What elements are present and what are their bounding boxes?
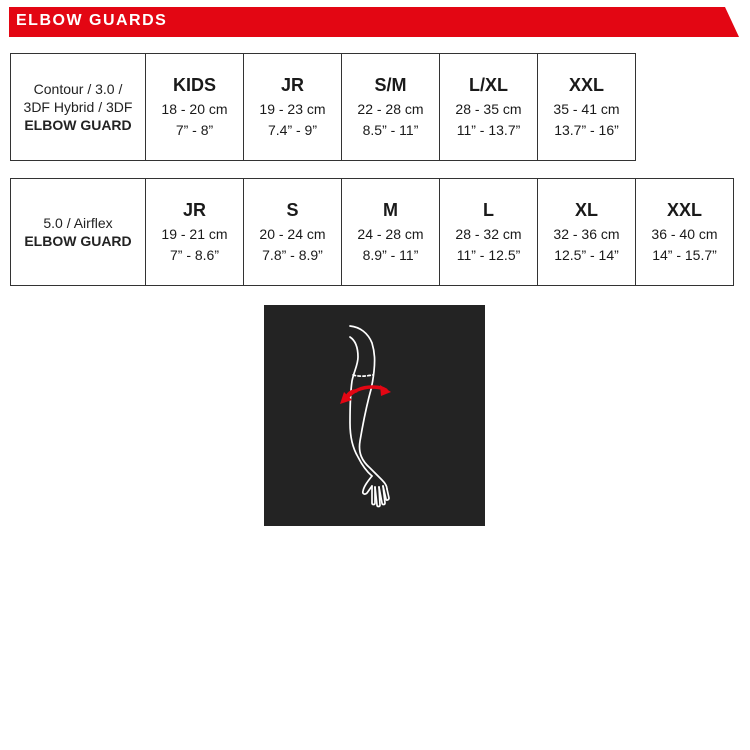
circumference-arrow-icon: [340, 385, 391, 404]
model-label-cell: [11, 179, 146, 286]
size-cell: [538, 54, 636, 161]
size-cell: [342, 179, 440, 286]
size-cm: 20 - 24 cm: [259, 226, 326, 242]
size-inches: 7.4” - 9”: [267, 122, 317, 138]
size-cm: 28 - 35 cm: [455, 101, 522, 117]
size-inches: 11” - 12.5”: [456, 247, 521, 263]
size-name: L: [483, 200, 494, 220]
arm-measurement-icon: [264, 305, 485, 526]
size-name: M: [383, 200, 398, 220]
size-cell: [342, 54, 440, 161]
size-cm: 24 - 28 cm: [357, 226, 424, 242]
size-inches: 7.8” - 8.9”: [262, 247, 323, 263]
size-cell: [538, 179, 636, 286]
size-cell: [146, 179, 244, 286]
size-name: S/M: [374, 75, 407, 95]
model-label-bold: ELBOW GUARD: [24, 233, 132, 249]
size-cm: 19 - 21 cm: [161, 226, 228, 242]
model-label-line: 3DF Hybrid / 3DF: [23, 99, 133, 115]
section-banner: [9, 7, 739, 37]
table-row: [11, 179, 734, 286]
size-inches: 7” - 8.6”: [169, 247, 219, 263]
size-name: S: [286, 200, 299, 220]
size-cell: [244, 54, 342, 161]
measurement-illustration: [264, 305, 485, 526]
size-name: XXL: [568, 75, 604, 95]
size-cm: 18 - 20 cm: [161, 101, 228, 117]
table-row: [11, 54, 636, 161]
size-name: JR: [280, 75, 304, 95]
size-name: XXL: [666, 200, 702, 220]
size-inches: 14” - 15.7”: [652, 247, 717, 263]
size-cm: 22 - 28 cm: [357, 101, 424, 117]
size-inches: 8.5” - 11”: [362, 122, 419, 138]
size-cm: 19 - 23 cm: [259, 101, 326, 117]
size-inches: 11” - 13.7”: [456, 122, 521, 138]
model-label-line: Contour / 3.0 /: [33, 81, 123, 97]
size-name: JR: [182, 200, 206, 220]
size-name: XL: [574, 200, 598, 220]
size-inches: 12.5” - 14”: [554, 247, 619, 263]
size-table-airflex: [10, 178, 734, 286]
size-cell: [244, 179, 342, 286]
size-cell: [440, 54, 538, 161]
size-cell: [146, 54, 244, 161]
model-label-bold: ELBOW GUARD: [24, 117, 132, 133]
size-inches: 7” - 8”: [175, 122, 214, 138]
size-table-contour: [10, 53, 636, 161]
size-cm: 35 - 41 cm: [553, 101, 620, 117]
size-cell: [440, 179, 538, 286]
size-inches: 13.7” - 16”: [554, 122, 619, 138]
model-label-cell: [11, 54, 146, 161]
size-cm: 32 - 36 cm: [553, 226, 620, 242]
size-name: KIDS: [172, 75, 216, 95]
size-cm: 36 - 40 cm: [651, 226, 718, 242]
model-label-line: 5.0 / Airflex: [43, 215, 113, 231]
size-cm: 28 - 32 cm: [455, 226, 522, 242]
banner-title: ELBOW GUARDS: [16, 12, 168, 29]
size-name: L/XL: [469, 75, 508, 95]
size-inches: 8.9” - 11”: [362, 247, 419, 263]
size-cell: [636, 179, 734, 286]
